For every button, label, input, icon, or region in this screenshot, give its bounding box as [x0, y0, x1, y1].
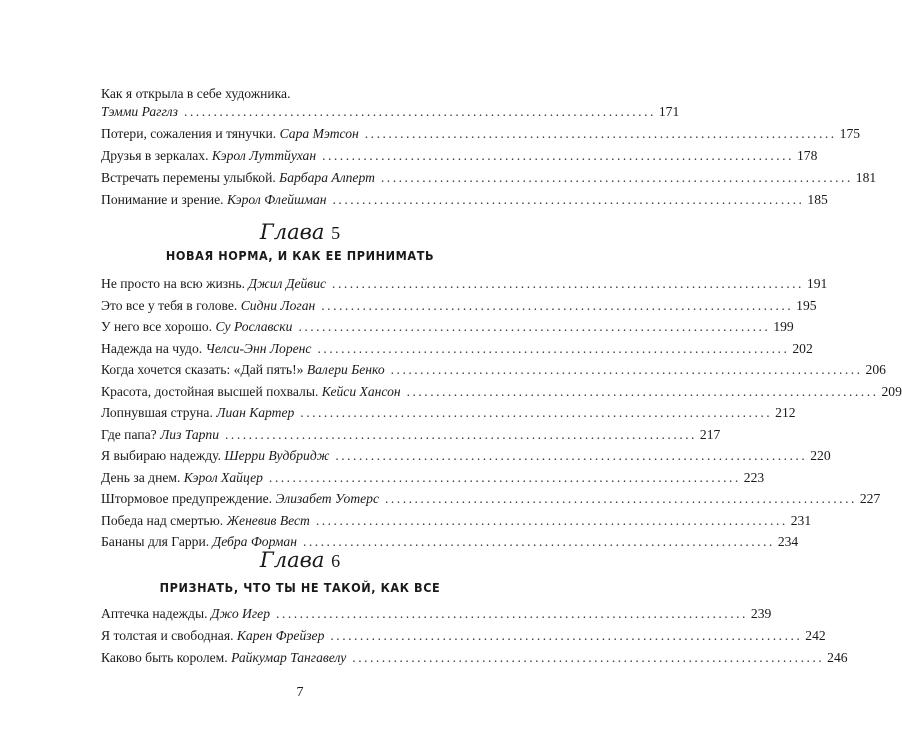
toc-entry[interactable]	[101, 361, 886, 379]
toc-entry-page: 202	[792, 340, 813, 356]
toc-entry-title: У него все хорошо.	[101, 319, 213, 334]
toc-entry-author: Сара Мэтсон	[279, 126, 359, 141]
toc-leader-dots: ................................................................................	[300, 405, 773, 420]
toc-entry-author: Тэмми Рагглз	[101, 104, 178, 119]
toc-entry-title: Надежда на чудо.	[101, 340, 203, 356]
toc-entry-author: Кэрол Флейшман	[226, 192, 327, 207]
toc-entry-page: 191	[806, 276, 828, 291]
toc-entry[interactable]	[101, 169, 877, 187]
toc-entry[interactable]	[101, 649, 848, 667]
toc-entry[interactable]	[101, 191, 828, 209]
toc-entry-title: День за днем.	[101, 469, 181, 485]
toc-entry-author: Шерри Вудбридж	[224, 448, 330, 463]
toc-entry-page: 223	[743, 469, 765, 485]
toc-entry-title: Победа над смертью.	[101, 512, 224, 528]
toc-entry[interactable]	[101, 147, 818, 165]
toc-entry-author: Барбара Алперт	[279, 170, 375, 185]
toc-entry-title: Я толстая и свободная.	[101, 628, 234, 643]
toc-entry[interactable]	[101, 125, 861, 143]
toc-entry-author: Карен Фрейзер	[236, 628, 325, 643]
toc-entry-page: 231	[790, 512, 812, 528]
toc-entry-title: Бананы для Гарри.	[101, 534, 210, 549]
toc-entry-title: Где папа?	[101, 426, 157, 442]
toc-entry-page: 185	[807, 192, 828, 207]
toc-entry-author: Элизабет Уотерс	[275, 491, 379, 506]
chapter-subtitle: ПРИЗНАТЬ, ЧТО ТЫ НЕ ТАКОЙ, КАК ВСЕ	[159, 580, 441, 595]
toc-entry-title: Я выбираю надежду.	[101, 448, 221, 463]
toc-entry-title: Аптечка надежды.	[101, 606, 208, 621]
toc-leader-dots: ................................................................................	[317, 340, 790, 356]
toc-leader-dots: ................................................................................	[276, 606, 748, 621]
toc-entry[interactable]	[101, 318, 794, 336]
toc-entry-page: 212	[775, 405, 796, 420]
toc-entry[interactable]	[101, 490, 881, 508]
toc-entry[interactable]	[101, 469, 765, 487]
toc-entry[interactable]	[101, 447, 831, 465]
toc-leader-dots: ................................................................................	[352, 650, 825, 665]
toc-leader-dots: ................................................................................	[385, 491, 857, 506]
toc-entry[interactable]	[101, 275, 828, 293]
toc-entry-title: Штормовое предупреждение.	[101, 491, 273, 506]
chapter-heading	[0, 220, 600, 245]
toc-entry-title: Каково быть королем.	[101, 650, 228, 665]
toc-leader-dots: ................................................................................	[380, 170, 853, 185]
toc-leader-dots: ................................................................................	[322, 148, 794, 163]
toc-entry-page: 209	[881, 383, 902, 399]
toc-entry-page: 246	[827, 650, 848, 665]
toc-entry-title: Лопнувшая струна.	[101, 405, 213, 420]
chapter-heading-number: 5	[331, 223, 341, 243]
toc-leader-dots: ................................................................................	[335, 448, 808, 463]
toc-leader-dots: ................................................................................	[406, 383, 879, 399]
toc-leader-dots: ................................................................................	[298, 319, 771, 334]
toc-entry[interactable]	[101, 340, 813, 358]
toc-entry-author: Джо Игер	[210, 606, 271, 621]
toc-leader-dots: ................................................................................	[184, 104, 656, 119]
toc-leader-dots: ................................................................................	[330, 628, 803, 643]
toc-entry-page: 199	[773, 319, 794, 334]
chapter-heading-word: Глава	[259, 220, 325, 244]
toc-leader-dots: ................................................................................	[315, 512, 788, 528]
toc-entry-page: 181	[855, 170, 877, 185]
toc-entry-author: Женевив Вест	[226, 512, 310, 528]
toc-leader-dots: ................................................................................	[225, 426, 697, 442]
chapter-heading-word: Глава	[259, 548, 325, 572]
toc-leader-dots: ................................................................................	[364, 126, 837, 141]
toc-entry-author: Су Рославски	[215, 319, 293, 334]
toc-entry[interactable]	[101, 404, 796, 422]
toc-entry-author: Кэрол Хайцер	[183, 469, 263, 485]
toc-entry[interactable]	[101, 627, 826, 645]
toc-leader-dots: ................................................................................	[321, 297, 794, 313]
toc-entry[interactable]	[101, 297, 817, 315]
toc-entry-page: 206	[865, 362, 886, 377]
toc-entry-title: Потери, сожаления и тянучки.	[101, 126, 277, 141]
toc-entry-title: Когда хочется сказать: «Дай пять!»	[101, 362, 304, 377]
chapter-heading-number: 6	[331, 551, 341, 571]
toc-entry-title: Красота, достойная высшей похвалы.	[101, 383, 319, 399]
toc-entry-title: Друзья в зеркалах.	[101, 148, 209, 163]
toc-entry-page: 242	[805, 628, 826, 643]
toc-entry[interactable]	[101, 383, 902, 401]
toc-leader-dots: ................................................................................	[302, 534, 775, 549]
chapter-subtitle: НОВАЯ НОРМА, И КАК ЕЕ ПРИНИМАТЬ	[165, 248, 435, 263]
toc-entry-author: Челси-Энн Лоренс	[205, 340, 312, 356]
toc-entry-title: Встречать перемены улыбкой.	[101, 170, 276, 185]
toc-leader-dots: ................................................................................	[332, 192, 805, 207]
toc-entry-author: Лиан Картер	[216, 405, 295, 420]
toc-entry-author: Кэрол Луттйухан	[211, 148, 317, 163]
toc-entry-page: 227	[859, 491, 881, 506]
toc-entry-title: Понимание и зрение.	[101, 192, 224, 207]
toc-entry-author: Сидни Логан	[240, 297, 316, 313]
toc-entry-author: Лиз Тарпи	[160, 426, 220, 442]
toc-entry[interactable]	[101, 103, 680, 121]
toc-entry-page: 217	[699, 426, 721, 442]
toc-entry-page: 178	[796, 148, 818, 163]
toc-leader-dots: ................................................................................	[332, 276, 804, 291]
toc-entry-title: Это все у тебя в голове.	[101, 297, 238, 313]
toc-entry-page: 171	[658, 104, 680, 119]
toc-entry-page: 220	[810, 448, 831, 463]
toc-entry-page: 195	[796, 297, 817, 313]
toc-entry-author: Райкумар Тангавелу	[231, 650, 347, 665]
toc-leader-dots: ................................................................................	[390, 362, 863, 377]
toc-entry-author: Джил Дейвис	[248, 276, 327, 291]
toc-entry-author: Дебра Форман	[212, 534, 297, 549]
toc-entry-title-line: Как я открыла в себе художника.	[101, 86, 291, 101]
toc-entry-page: 234	[777, 534, 799, 549]
page-number: 7	[296, 685, 304, 700]
chapter-heading	[0, 548, 600, 573]
toc-entry[interactable]	[101, 426, 721, 444]
toc-entry[interactable]	[101, 512, 812, 530]
toc-entry-author: Валери Бенко	[306, 362, 385, 377]
toc-entry-page: 175	[839, 126, 861, 141]
toc-leader-dots: ................................................................................	[268, 469, 741, 485]
toc-entry-author: Кейси Хансон	[321, 383, 401, 399]
toc-entry[interactable]	[101, 605, 772, 623]
toc-entry-title: Не просто на всю жизнь.	[101, 276, 245, 291]
toc-entry-page: 239	[750, 606, 772, 621]
